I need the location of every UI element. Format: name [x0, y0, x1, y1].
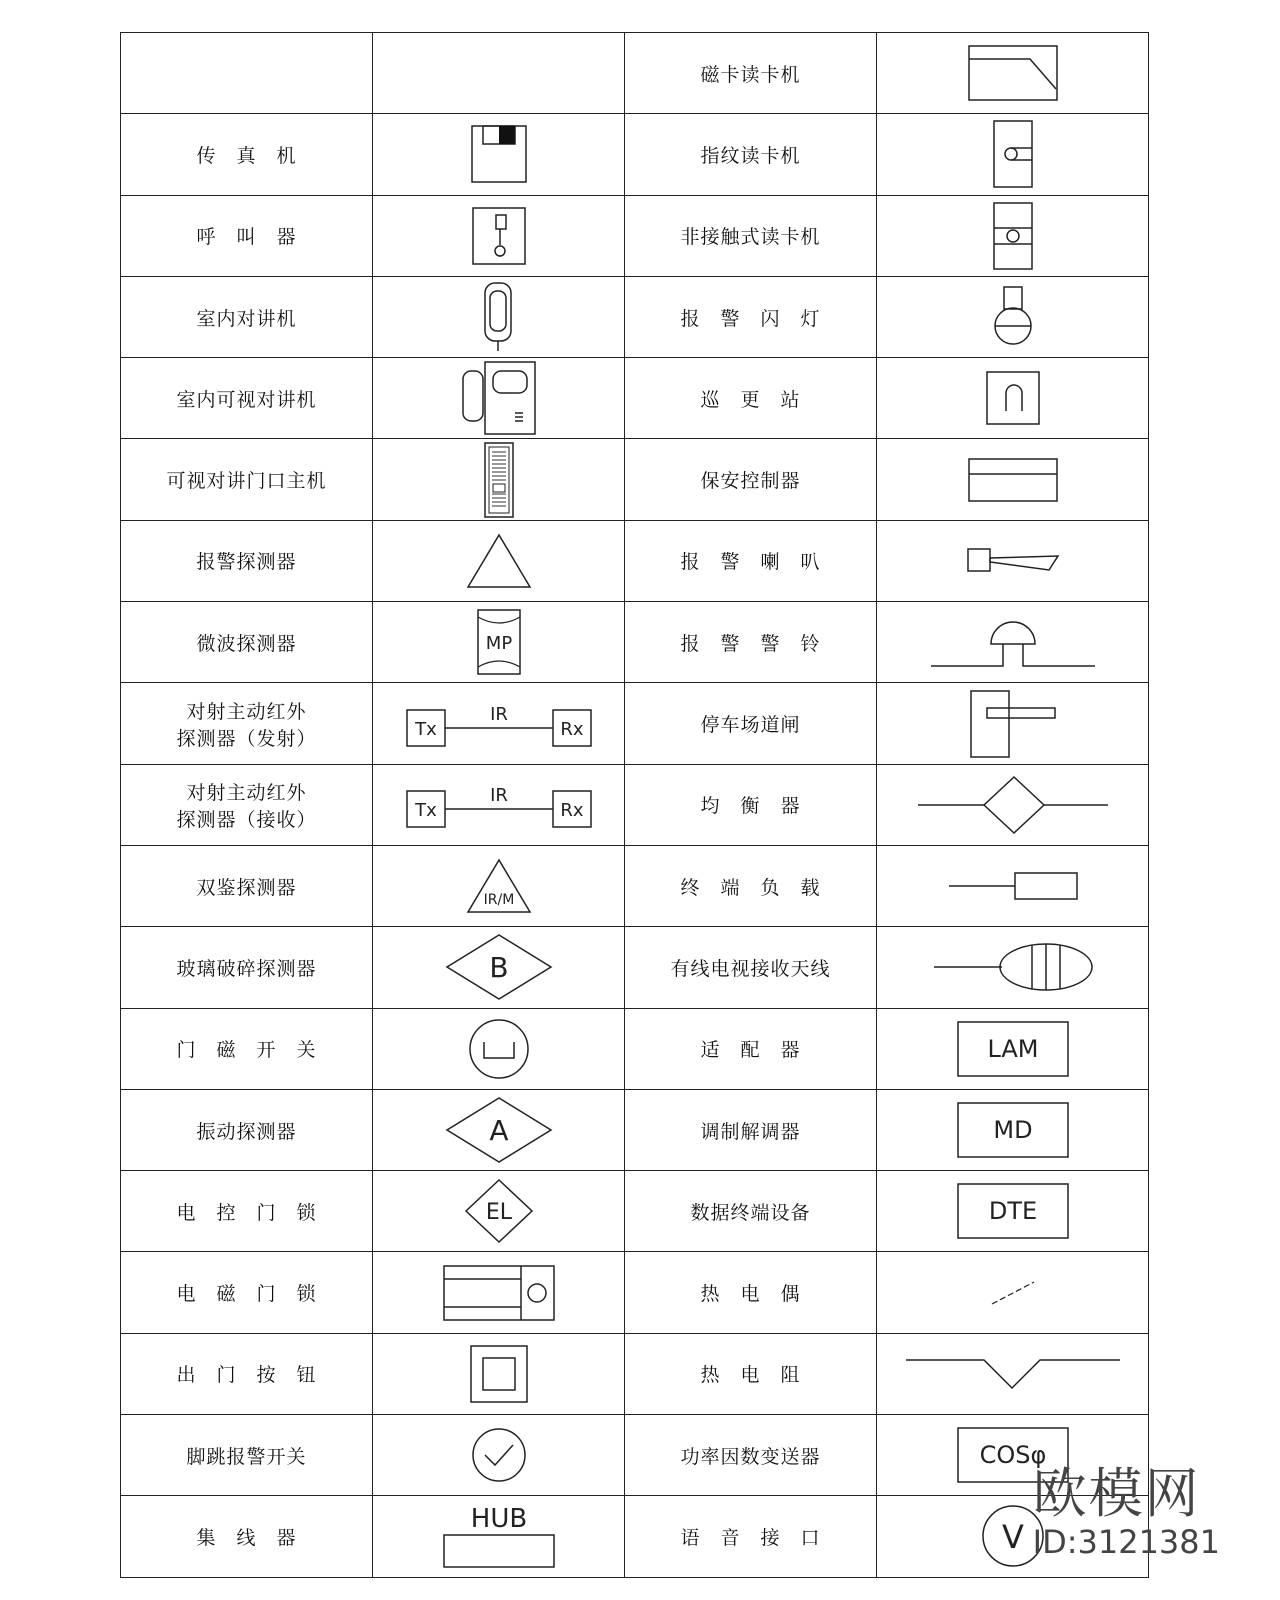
legend-row	[121, 520, 1149, 601]
patrol-station-symbol	[877, 358, 1149, 439]
watermark-id: ID:3121381	[1032, 1523, 1220, 1561]
ir-beam-transmitter-symbol	[373, 683, 625, 764]
hub-text: HUB	[470, 1504, 527, 1535]
right-label: 磁卡读卡机	[625, 33, 877, 114]
left-label: 可视对讲门口主机	[121, 439, 373, 520]
left-label: 报警探测器	[121, 520, 373, 601]
door-station-symbol	[373, 439, 625, 520]
alarm-flash-light-symbol	[877, 276, 1149, 357]
right-label: 终 端 负 载	[625, 845, 877, 926]
right-label: 适 配 器	[625, 1008, 877, 1089]
security-controller-symbol	[877, 439, 1149, 520]
magnetic-lock-symbol	[373, 1252, 625, 1333]
right-label: 报 警 警 铃	[625, 602, 877, 683]
el-text: EL	[485, 1200, 512, 1226]
indoor-intercom-symbol	[373, 276, 625, 357]
parking-barrier-symbol	[877, 683, 1149, 764]
alarm-detector-triangle-symbol	[373, 520, 625, 601]
left-label: 对射主动红外 探测器（发射）	[121, 683, 373, 764]
ir-text: IR	[489, 703, 508, 725]
right-label: 热 电 偶	[625, 1252, 877, 1333]
right-label: 数据终端设备	[625, 1171, 877, 1252]
foot-alarm-switch-symbol	[373, 1415, 625, 1496]
left-label: 电 控 门 锁	[121, 1171, 373, 1252]
glass-break-detector-symbol	[373, 927, 625, 1008]
contactless-reader-symbol	[877, 195, 1149, 276]
left-label: 脚跳报警开关	[121, 1415, 373, 1496]
legend-row	[121, 439, 1149, 520]
rtd-symbol	[877, 1333, 1149, 1414]
right-label: 语 音 接 口	[625, 1496, 877, 1577]
left-label: 出 门 按 钮	[121, 1333, 373, 1414]
door-contact-symbol	[373, 1008, 625, 1089]
terminal-load-symbol	[877, 845, 1149, 926]
dte-symbol	[877, 1171, 1149, 1252]
legend-row	[121, 1415, 1149, 1496]
left-label: 振动探测器	[121, 1089, 373, 1170]
right-label: 功率因数变送器	[625, 1415, 877, 1496]
left-label: 电 磁 门 锁	[121, 1252, 373, 1333]
legend-row	[121, 845, 1149, 926]
electric-lock-symbol	[373, 1171, 625, 1252]
left-symbol-empty	[373, 33, 625, 114]
legend-row	[121, 683, 1149, 764]
legend-row	[121, 1252, 1149, 1333]
cos-text: COSφ	[979, 1441, 1046, 1470]
tx-text: Tx	[414, 799, 437, 821]
left-label: 对射主动红外 探测器（接收）	[121, 764, 373, 845]
watermark	[1033, 1464, 1220, 1560]
right-label: 调制解调器	[625, 1089, 877, 1170]
right-label: 报 警 喇 叭	[625, 520, 877, 601]
a-text: A	[488, 1114, 509, 1147]
legend-row	[121, 1171, 1149, 1252]
right-label: 报 警 闪 灯	[625, 276, 877, 357]
legend-row	[121, 358, 1149, 439]
left-label: 微波探测器	[121, 602, 373, 683]
legend-row	[121, 1333, 1149, 1414]
catv-antenna-symbol	[877, 927, 1149, 1008]
legend-row	[121, 1089, 1149, 1170]
tx-text: Tx	[414, 718, 437, 740]
modem-symbol	[877, 1089, 1149, 1170]
right-label: 热 电 阻	[625, 1333, 877, 1414]
left-label: 门 磁 开 关	[121, 1008, 373, 1089]
exit-button-symbol	[373, 1333, 625, 1414]
legend-row	[121, 195, 1149, 276]
right-label: 有线电视接收天线	[625, 927, 877, 1008]
alarm-horn-symbol	[877, 520, 1149, 601]
left-label	[121, 33, 373, 114]
left-label: 玻璃破碎探测器	[121, 927, 373, 1008]
right-label: 巡 更 站	[625, 358, 877, 439]
left-label: 室内可视对讲机	[121, 358, 373, 439]
pager-symbol	[373, 195, 625, 276]
legend-row	[121, 602, 1149, 683]
right-label: 保安控制器	[625, 439, 877, 520]
lam-text: LAM	[986, 1034, 1039, 1063]
legend-row	[121, 33, 1149, 114]
v-text: V	[1001, 1518, 1024, 1557]
left-label: 呼 叫 器	[121, 195, 373, 276]
right-label: 停车场道闸	[625, 683, 877, 764]
vibration-detector-symbol	[373, 1089, 625, 1170]
legend-row	[121, 1496, 1149, 1577]
alarm-bell-symbol	[877, 602, 1149, 683]
dual-tech-detector-symbol	[373, 845, 625, 926]
rx-text: Rx	[559, 718, 584, 740]
legend-row	[121, 764, 1149, 845]
b-text: B	[488, 951, 509, 985]
right-label: 均 衡 器	[625, 764, 877, 845]
dte-text: DTE	[988, 1197, 1037, 1226]
left-label: 集 线 器	[121, 1496, 373, 1577]
left-label: 双鉴探测器	[121, 845, 373, 926]
adapter-symbol	[877, 1008, 1149, 1089]
hub-symbol	[373, 1496, 625, 1577]
legend-row	[121, 114, 1149, 195]
symbol-legend-table	[120, 32, 1149, 1578]
video-intercom-symbol	[373, 358, 625, 439]
ir-beam-receiver-symbol	[373, 764, 625, 845]
mp-text: MP	[485, 633, 512, 655]
irm-text: IR/M	[483, 892, 514, 909]
legend-row	[121, 1008, 1149, 1089]
left-label: 室内对讲机	[121, 276, 373, 357]
fingerprint-reader-symbol	[877, 114, 1149, 195]
legend-row	[121, 927, 1149, 1008]
fax-symbol	[373, 114, 625, 195]
microwave-detector-symbol	[373, 602, 625, 683]
thermocouple-symbol	[877, 1252, 1149, 1333]
left-label: 传 真 机	[121, 114, 373, 195]
equalizer-symbol	[877, 764, 1149, 845]
ir-text: IR	[489, 784, 508, 806]
right-label: 指纹读卡机	[625, 114, 877, 195]
legend-row	[121, 276, 1149, 357]
right-label: 非接触式读卡机	[625, 195, 877, 276]
magnetic-card-reader-symbol	[877, 33, 1149, 114]
rx-text: Rx	[559, 799, 584, 821]
md-text: MD	[992, 1116, 1033, 1144]
watermark-brand: 欧模网	[1032, 1462, 1201, 1525]
